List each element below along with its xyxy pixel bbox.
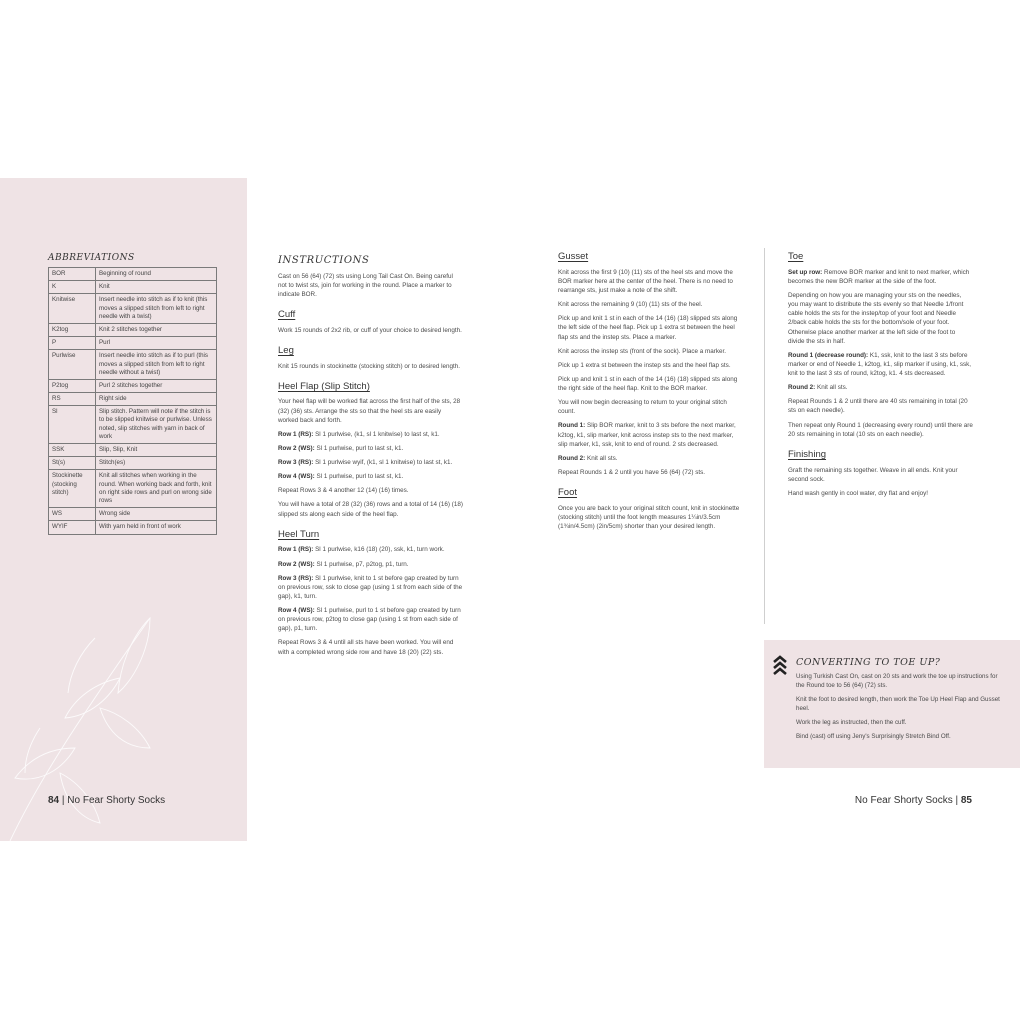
toe-round-1: Round 1 (decrease round): K1, ssk, knit to the last 3 sts before marker or end of Needle 1, k2tog, k1, slip marker if using, k1, ssk, knit to the last 3 sts of round, k2tog, k1. 4 sts decreased. <box>788 351 972 378</box>
right-folio <box>855 795 972 806</box>
abbreviation-row <box>49 323 217 336</box>
abbreviation-definition: Purl 2 stitches together <box>96 379 217 392</box>
toe-column <box>788 250 973 503</box>
callout-title: CONVERTING TO TOE UP? <box>796 657 941 668</box>
toe-p1: Depending on how you are managing your sts on the needles, you may want to distribute the sts evenly so that Needle 1/front cable holds the sts for the instep/top of your foot and Needle 2/back cable holds the sts for the bottom/sole of your foot. Otherwise place another marker at the left side of the foot to divide the sts in half. <box>788 292 964 345</box>
abbreviation-row <box>49 281 217 294</box>
abbreviation-term: WYIF <box>49 521 96 534</box>
heel-turn-row-4: Row 4 (WS): Sl 1 purlwise, purl to 1 st before gap created by turn on previous row, p2tog to close gap (using 1 st from each side of gap), p1, turn. <box>278 607 461 633</box>
abbreviation-definition: Knit all stitches when working in the round. When working back and forth, knit on right side rows and purl on wrong side rows <box>96 470 217 508</box>
callout-p2: Knit the foot to desired length, then work the Toe Up Heel Flap and Gusset heel. <box>796 695 1000 712</box>
abbreviation-definition: Beginning of round <box>96 268 217 281</box>
toe-p3: Then repeat only Round 1 (decreasing every round) until there are 20 sts remaining in total (10 sts on each needle). <box>788 421 973 438</box>
heel-flap-row-2: Row 2 (WS): Sl 1 purlwise, purl to last st, k1. <box>278 444 404 452</box>
abbreviation-definition: Knit <box>96 281 217 294</box>
left-page-number: 84 <box>48 795 60 806</box>
heel-flap-intro: Your heel flap will be worked flat across the first half of the sts, 28 (32) (36) sts. Arrange the sts so that the heel sts are easily worked back and forth. <box>278 398 461 424</box>
heel-turn-row-3: Row 3 (RS): Sl 1 purlwise, knit to 1 st before gap created by turn on previous row, ssk to close gap (using 1 st from each side of the gap), k1, turn. <box>278 574 463 600</box>
toe-up-callout <box>764 640 1020 768</box>
gusset-repeat: Repeat Rounds 1 & 2 until you have 56 (64) (72) sts. <box>558 468 706 476</box>
abbreviation-row <box>49 521 217 534</box>
heel-flap-repeat: Repeat Rows 3 & 4 another 12 (14) (16) times. <box>278 487 409 495</box>
abbreviation-term: P <box>49 337 96 350</box>
abbreviation-definition: Right side <box>96 393 217 406</box>
book-spread <box>0 178 1020 841</box>
finishing-heading: Finishing <box>788 448 827 460</box>
abbreviations-section <box>48 253 218 535</box>
abbreviation-term: P2tog <box>49 379 96 392</box>
abbreviation-term: Stockinette (stocking stitch) <box>49 470 96 508</box>
left-folio <box>48 795 165 806</box>
heel-flap-row-1: Row 1 (RS): Sl 1 purlwise, (k1, sl 1 knitwise) to last st, k1. <box>278 430 440 438</box>
callout-p3: Work the leg as instructed, then the cuff. <box>796 718 907 726</box>
gusset-p6: Pick up and knit 1 st in each of the 14 (16) (18) slipped sts along the right side of the heel flap. Knit to the BOR marker. <box>558 375 738 393</box>
cuff-text: Work 15 rounds of 2x2 rib, or cuff of your choice to desired length. <box>278 326 462 334</box>
gusset-column <box>558 250 743 536</box>
abbreviation-definition: Stitch(es) <box>96 457 217 470</box>
gusset-round-1: Round 1: Slip BOR marker, knit to 3 sts before the next marker, k2tog, k1, slip marker, knit across instep sts to the next marker, slip marker, k1, ssk, knit to end of round. 2 sts decreased. <box>558 422 736 448</box>
abbreviation-row <box>49 379 217 392</box>
foot-text: Once you are back to your original stitch count, knit in stockinette (stocking stitch) until the foot length measures 1¼in/3.5cm (1¾in/4.5cm) (2in/5cm) shorter than your desired length. <box>558 504 740 531</box>
gusset-p4: Knit across the instep sts (front of the sock). Place a marker. <box>558 347 726 355</box>
column-divider <box>764 248 765 624</box>
abbreviation-term: BOR <box>49 268 96 281</box>
gusset-p5: Pick up 1 extra st between the instep sts and the heel flap sts. <box>558 361 731 369</box>
instructions-intro: Cast on 56 (64) (72) sts using Long Tail Cast On. Being careful not to twist sts, join for working in the round. Place a marker to indicate BOR. <box>278 272 453 298</box>
gusset-p1: Knit across the first 9 (10) (11) sts of the heel sts and move the BOR marker here at the center of the heel. There is no need to rearrange sts, just make a note of the shift. <box>558 268 733 295</box>
left-folio-title: | No Fear Shorty Socks <box>59 795 166 806</box>
abbreviations-title: ABBREVIATIONS <box>48 253 135 263</box>
abbreviation-term: WS <box>49 508 96 521</box>
finishing-p1: Graft the remaining sts together. Weave in all ends. Knit your second sock. <box>788 466 958 483</box>
gusset-p7: You will now begin decreasing to return to your original stitch count. <box>558 399 727 416</box>
abbreviation-term: Knitwise <box>49 294 96 324</box>
toe-heading: Toe <box>788 251 804 262</box>
heel-turn-heading: Heel Turn <box>278 528 320 540</box>
abbreviation-definition: Purl <box>96 337 217 350</box>
heel-turn-row-2: Row 2 (WS): Sl 1 purlwise, p7, p2tog, p1, turn. <box>278 560 409 568</box>
abbreviation-term: RS <box>49 393 96 406</box>
chevron-up-icon <box>772 654 788 676</box>
heel-flap-row-3: Row 3 (RS): Sl 1 purlwise wyif, (k1, sl 1 knitwise) to last st, k1. <box>278 459 453 467</box>
abbreviation-term: K2tog <box>49 323 96 336</box>
heel-flap-heading: Heel Flap (Slip Stitch) <box>278 380 370 392</box>
leg-heading: Leg <box>278 344 294 356</box>
leg-text: Knit 15 rounds in stockinette (stocking stitch) or to desired length. <box>278 362 461 370</box>
abbreviation-definition: Insert needle into stitch as if to knit (this moves a slipped stitch from left to right needle with a twist) <box>96 294 217 324</box>
abbreviation-term: Sl <box>49 406 96 444</box>
callout-p4: Bind (cast) off using Jeny's Surprisingly Stretch Bind Off. <box>796 732 951 740</box>
abbreviations-table <box>48 267 217 535</box>
abbreviation-term: Purlwise <box>49 350 96 380</box>
abbreviation-row <box>49 457 217 470</box>
foot-heading: Foot <box>558 487 578 499</box>
cuff-heading: Cuff <box>278 308 296 320</box>
abbreviation-definition: With yarn held in front of work <box>96 521 217 534</box>
abbreviation-row <box>49 406 217 444</box>
toe-p2: Repeat Rounds 1 & 2 until there are 40 sts remaining in total (20 sts on each needle). <box>788 398 968 415</box>
heel-turn-repeat: Repeat Rows 3 & 4 until all sts have been worked. You will end with a completed wrong side row and have 18 (20) (22) sts. <box>278 639 454 656</box>
abbreviation-row <box>49 268 217 281</box>
abbreviation-row <box>49 337 217 350</box>
gusset-round-2: Round 2: Knit all sts. <box>558 454 618 462</box>
abbreviation-row <box>49 508 217 521</box>
heel-flap-row-4: Row 4 (WS): Sl 1 purlwise, purl to last st, k1. <box>278 473 404 481</box>
instructions-column <box>278 254 463 662</box>
callout-p1: Using Turkish Cast On, cast on 20 sts and work the toe up instructions for the Round toe to 56 (64) (72) sts. <box>796 672 998 689</box>
abbreviation-definition: Slip, Slip, Knit <box>96 444 217 457</box>
abbreviation-term: K <box>49 281 96 294</box>
abbreviation-definition: Knit 2 stitches together <box>96 323 217 336</box>
right-page-number: 85 <box>960 795 972 806</box>
instructions-title: INSTRUCTIONS <box>278 255 370 266</box>
gusset-p2: Knit across the remaining 9 (10) (11) sts of the heel. <box>558 301 703 309</box>
abbreviation-row <box>49 350 217 380</box>
left-page <box>0 178 247 841</box>
abbreviation-term: SSK <box>49 444 96 457</box>
toe-setup: Set up row: Remove BOR marker and knit to next marker, which becomes the new BOR marker at the side of the foot. <box>788 268 970 285</box>
abbreviation-row <box>49 444 217 457</box>
abbreviation-row <box>49 393 217 406</box>
gusset-p3: Pick up and knit 1 st in each of the 14 (16) (18) slipped sts along the left side of the heel flap. Pick up 1 extra st between the heel flap sts and the instep sts. Place a marker. <box>558 315 738 341</box>
gusset-heading: Gusset <box>558 251 589 262</box>
abbreviation-term: St(s) <box>49 457 96 470</box>
heel-turn-row-1: Row 1 (RS): Sl 1 purlwise, k16 (18) (20), ssk, k1, turn work. <box>278 546 445 554</box>
abbreviation-row <box>49 470 217 508</box>
abbreviation-definition: Insert needle into stitch as if to purl (this moves a slipped stitch from left to right needle without a twist) <box>96 350 217 380</box>
toe-round-2: Round 2: Knit all sts. <box>788 384 848 392</box>
abbreviation-definition: Wrong side <box>96 508 217 521</box>
abbreviation-row <box>49 294 217 324</box>
heel-flap-total: You will have a total of 28 (32) (36) rows and a total of 14 (16) (18) slipped sts along each side of the heel flap. <box>278 501 463 518</box>
right-folio-title: No Fear Shorty Socks | <box>854 795 961 806</box>
finishing-p2: Hand wash gently in cool water, dry flat and enjoy! <box>788 489 929 497</box>
abbreviation-definition: Slip stitch. Pattern will note if the stitch is to be slipped knitwise or purlwise. Unless noted, slip stitches with yarn in back of work <box>96 406 217 444</box>
